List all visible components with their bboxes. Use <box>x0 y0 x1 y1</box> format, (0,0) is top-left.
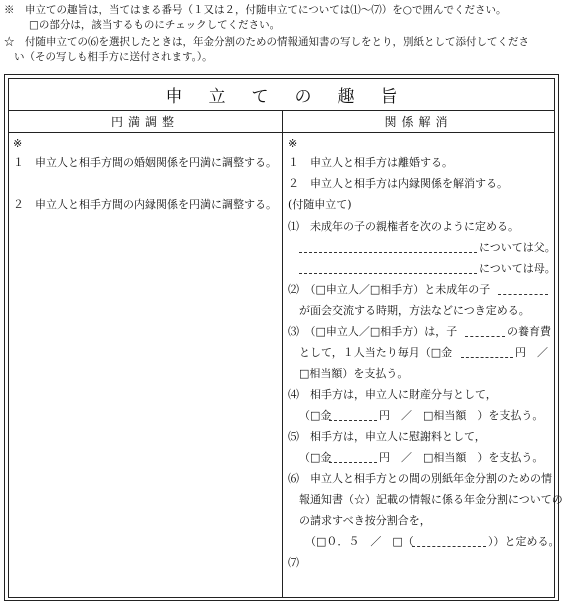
ancillary-4-line-2a[interactable]: （□金 <box>299 409 332 422</box>
custody-mother-label: については母。 <box>479 262 556 275</box>
ancillary-3-line-1a[interactable]: ⑶ （□申立人／□相手方）は，子 <box>288 325 458 338</box>
ancillary-2-line-2: が面会交流する時期，方法などにつき定める。 <box>299 304 530 317</box>
left-item-2[interactable]: ２ 申立人と相手方間の内縁関係を円満に調整する。 <box>13 198 277 211</box>
custody-father-label: については父。 <box>479 241 556 254</box>
custody-father-blank[interactable] <box>299 252 477 253</box>
right-asterisk-mark: ※ <box>288 137 298 150</box>
custody-mother-blank[interactable] <box>299 273 477 274</box>
ancillary-3-line-2a[interactable]: として，１人当たり毎月（□金 <box>299 346 453 359</box>
left-asterisk-mark: ※ <box>13 137 23 150</box>
note-line-2: □の部分は，該当するものにチェックしてください。 <box>29 19 281 31</box>
visitation-child-blank[interactable] <box>498 294 548 295</box>
ancillary-5-line-1: ⑸ 相手方は，申立人に慰謝料として， <box>288 430 486 443</box>
pension-ratio-blank[interactable] <box>412 546 486 547</box>
ancillary-6-line-1: ⑹ 申立人と相手方との間の別紙年金分割のための情 <box>288 472 552 485</box>
ancillary-1-line-1[interactable]: ⑴ 未成年の子の親権者を次のように定める。 <box>288 220 519 233</box>
note-line-1: ※ 申立ての趣旨は，当てはまる番号（１又は２，付随申立てについては⑴～⑺）を○で囲んでください。 <box>4 4 507 16</box>
right-item-2[interactable]: ２ 申立人と相手方は内縁関係を解消する。 <box>288 177 508 190</box>
section-title: 申立ての趣旨 <box>165 86 424 107</box>
support-child-blank[interactable] <box>465 336 505 337</box>
ancillary-7-label[interactable]: ⑺ <box>288 556 299 569</box>
ancillary-3-line-3[interactable]: □相当額）を支払う。 <box>299 367 409 380</box>
ancillary-heading: (付随申立て) <box>288 198 352 211</box>
left-column-heading: 円満調整 <box>110 115 179 129</box>
left-item-1[interactable]: １ 申立人と相手方間の婚姻関係を円満に調整する。 <box>13 156 277 169</box>
ancillary-3-line-1b: の養育費 <box>507 325 551 338</box>
ancillary-5-line-2a[interactable]: （□金 <box>299 451 332 464</box>
ancillary-3-line-2b: 円 ／ <box>515 346 548 359</box>
ancillary-6-line-4a[interactable]: （□０．５ ／ □（ <box>305 535 414 548</box>
ancillary-4-line-2b[interactable]: 円 ／ □相当額 ）を支払う。 <box>379 409 544 422</box>
right-item-1[interactable]: １ 申立人と相手方は離婚する。 <box>288 156 453 169</box>
ancillary-6-line-2: 報通知書（☆）記載の情報に係る年金分割についての <box>299 493 563 506</box>
ancillary-6-line-4b: ））と定める。 <box>488 535 560 548</box>
column-divider <box>282 110 283 598</box>
consolation-amount-blank[interactable] <box>329 462 377 463</box>
ancillary-4-line-1: ⑷ 相手方は，申立人に財産分与として， <box>288 388 497 401</box>
support-amount-blank[interactable] <box>461 357 513 358</box>
ancillary-6-line-3: の請求すべき按分割合を， <box>299 514 431 527</box>
note-line-4: い（その写しも相手方に送付されます。）。 <box>14 51 213 63</box>
property-amount-blank[interactable] <box>329 420 377 421</box>
ancillary-5-line-2b[interactable]: 円 ／ □相当額 ）を支払う。 <box>379 451 544 464</box>
ancillary-2-line-1[interactable]: ⑵ （□申立人／□相手方）と未成年の子 <box>288 283 491 296</box>
note-line-3: ☆ 付随申立ての⑹を選択したときは，年金分割のための情報通知書の写しをとり，別紙として添付してくださ <box>4 36 529 48</box>
right-column-heading: 関係解消 <box>384 115 453 129</box>
